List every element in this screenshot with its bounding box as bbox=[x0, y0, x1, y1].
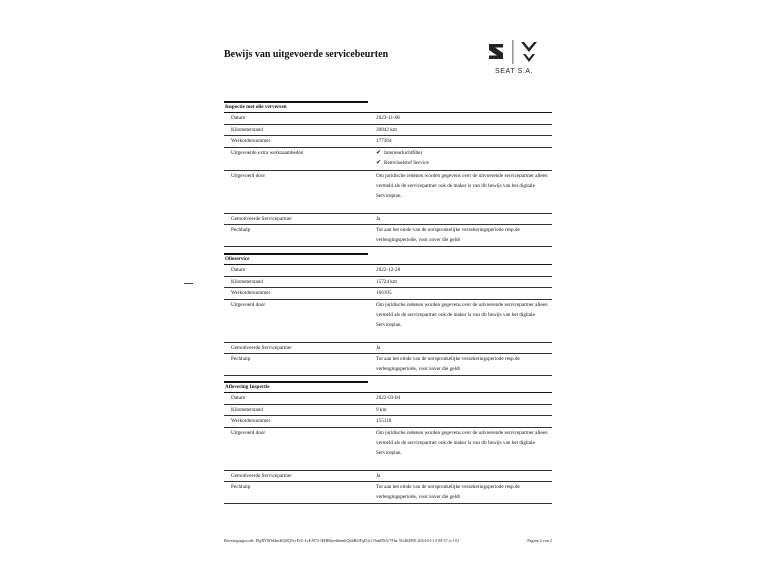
row-value: 2023-11-06 bbox=[376, 115, 401, 121]
service-section bbox=[224, 381, 552, 504]
row-value: Om juridische redenen worden gegevens over de uitvoerende servicepartner alleen vermeld als de servicepartner ook de maker is van dit bewijs van het digitale Serviceplan. bbox=[376, 172, 548, 200]
section-title: Olieservice bbox=[225, 256, 250, 262]
table-row bbox=[224, 148, 552, 171]
row-value: 30842 km bbox=[376, 126, 397, 133]
page-number: Pagina 2 van 2 bbox=[527, 538, 552, 543]
row-label: Werkordernummer bbox=[231, 418, 271, 424]
section-title: Aflevering Inspectie bbox=[225, 384, 270, 390]
table-row bbox=[224, 482, 552, 504]
row-label: Pechhulp bbox=[231, 484, 251, 490]
work-item: Interieurluchtfilter bbox=[384, 149, 423, 156]
service-section bbox=[224, 101, 552, 247]
row-value: Tot aan het einde van de oorspronkelijke verzekeringsperiode resp.de verlengingsperiode, voor zover die geldt bbox=[376, 227, 520, 244]
table-row bbox=[224, 288, 552, 300]
row-label: Datum bbox=[231, 267, 246, 273]
row-label: Kilometerstand bbox=[231, 406, 263, 413]
row-label: Gemotiveerde Servicepartner bbox=[231, 215, 292, 222]
document-title: Bewijs van uitgevoerde servicebeurten bbox=[224, 49, 389, 60]
row-value: Ja bbox=[376, 215, 381, 222]
table-row bbox=[224, 113, 552, 125]
page-margin-mark bbox=[184, 283, 193, 284]
table-row bbox=[224, 393, 552, 405]
table-row bbox=[224, 214, 552, 226]
work-item: Remvloeistof Service bbox=[384, 159, 429, 166]
table-row bbox=[224, 171, 552, 214]
table-row bbox=[224, 343, 552, 355]
row-label: Werkordernummer bbox=[231, 138, 271, 144]
row-value: 2022-12-28 bbox=[376, 267, 401, 273]
row-value: Tot aan het einde van de oorspronkelijke verzekeringsperiode resp.de verlengingsperiode, voor zover die geldt bbox=[376, 356, 520, 373]
confirmation-code: Bevestigingscode: FkjRY8Od4mKQ8Q5t-rFrU-LrFJ973-lEHRbyehbnnkQ6hBOFqD1(v76mFBA/7Fhz 5G404990 2024-01-14 09:37 (v1.0) bbox=[224, 538, 459, 543]
table-row bbox=[224, 405, 552, 417]
table-row bbox=[224, 225, 552, 247]
row-value: 166105 bbox=[376, 290, 392, 296]
row-value: 155118 bbox=[376, 418, 392, 424]
checkmark-icon: ✔ bbox=[376, 149, 382, 156]
row-value: 177364 bbox=[376, 138, 392, 144]
row-value: Om juridische redenen worden gegevens over de uitvoerende servicepartner alleen vermeld als de servicepartner ook de maker is van dit bewijs van het digitale Serviceplan. bbox=[376, 429, 548, 457]
row-label: Uitgevoerd door bbox=[231, 429, 266, 436]
table-row bbox=[224, 265, 552, 277]
row-label: Datum bbox=[231, 115, 246, 121]
checkmark-icon: ✔ bbox=[376, 159, 382, 166]
table-row bbox=[224, 277, 552, 289]
row-label: Uitgevoerd door bbox=[231, 301, 266, 308]
section-title: Inspectie met olie verversen bbox=[225, 104, 287, 110]
row-label: Werkordernummer bbox=[231, 290, 271, 296]
row-label: Uitgevoerde extra werkzaamheden bbox=[231, 149, 304, 156]
row-value: Ja bbox=[376, 472, 381, 479]
brand-name: SEAT S.A. bbox=[495, 68, 534, 75]
row-label: Uitgevoerd door bbox=[231, 172, 266, 179]
table-row bbox=[224, 300, 552, 343]
table-row bbox=[224, 471, 552, 483]
row-label: Kilometerstand bbox=[231, 278, 263, 285]
row-label: Pechhulp bbox=[231, 356, 251, 362]
table-row bbox=[224, 416, 552, 428]
table-row bbox=[224, 125, 552, 137]
row-label: Datum bbox=[231, 395, 246, 401]
row-value: 9 km bbox=[376, 406, 387, 413]
row-label: Gemotiveerde Servicepartner bbox=[231, 472, 292, 479]
row-value: Ja bbox=[376, 344, 381, 351]
row-label: Pechhulp bbox=[231, 227, 251, 233]
row-label: Gemotiveerde Servicepartner bbox=[231, 344, 292, 351]
table-row bbox=[224, 136, 552, 148]
row-value: 2022-03-04 bbox=[376, 395, 401, 401]
table-row bbox=[224, 428, 552, 471]
row-value bbox=[376, 148, 552, 169]
table-row bbox=[224, 354, 552, 376]
row-value: 15724 km bbox=[376, 278, 397, 285]
service-section bbox=[224, 253, 552, 376]
row-label: Kilometerstand bbox=[231, 126, 263, 133]
row-value: Om juridische redenen worden gegevens over de uitvoerende servicepartner alleen vermeld als de servicepartner ook de maker is van dit bewijs van het digitale Serviceplan. bbox=[376, 301, 548, 329]
row-value: Tot aan het einde van de oorspronkelijke verzekeringsperiode resp.de verlengingsperiode, voor zover die geldt bbox=[376, 484, 520, 501]
